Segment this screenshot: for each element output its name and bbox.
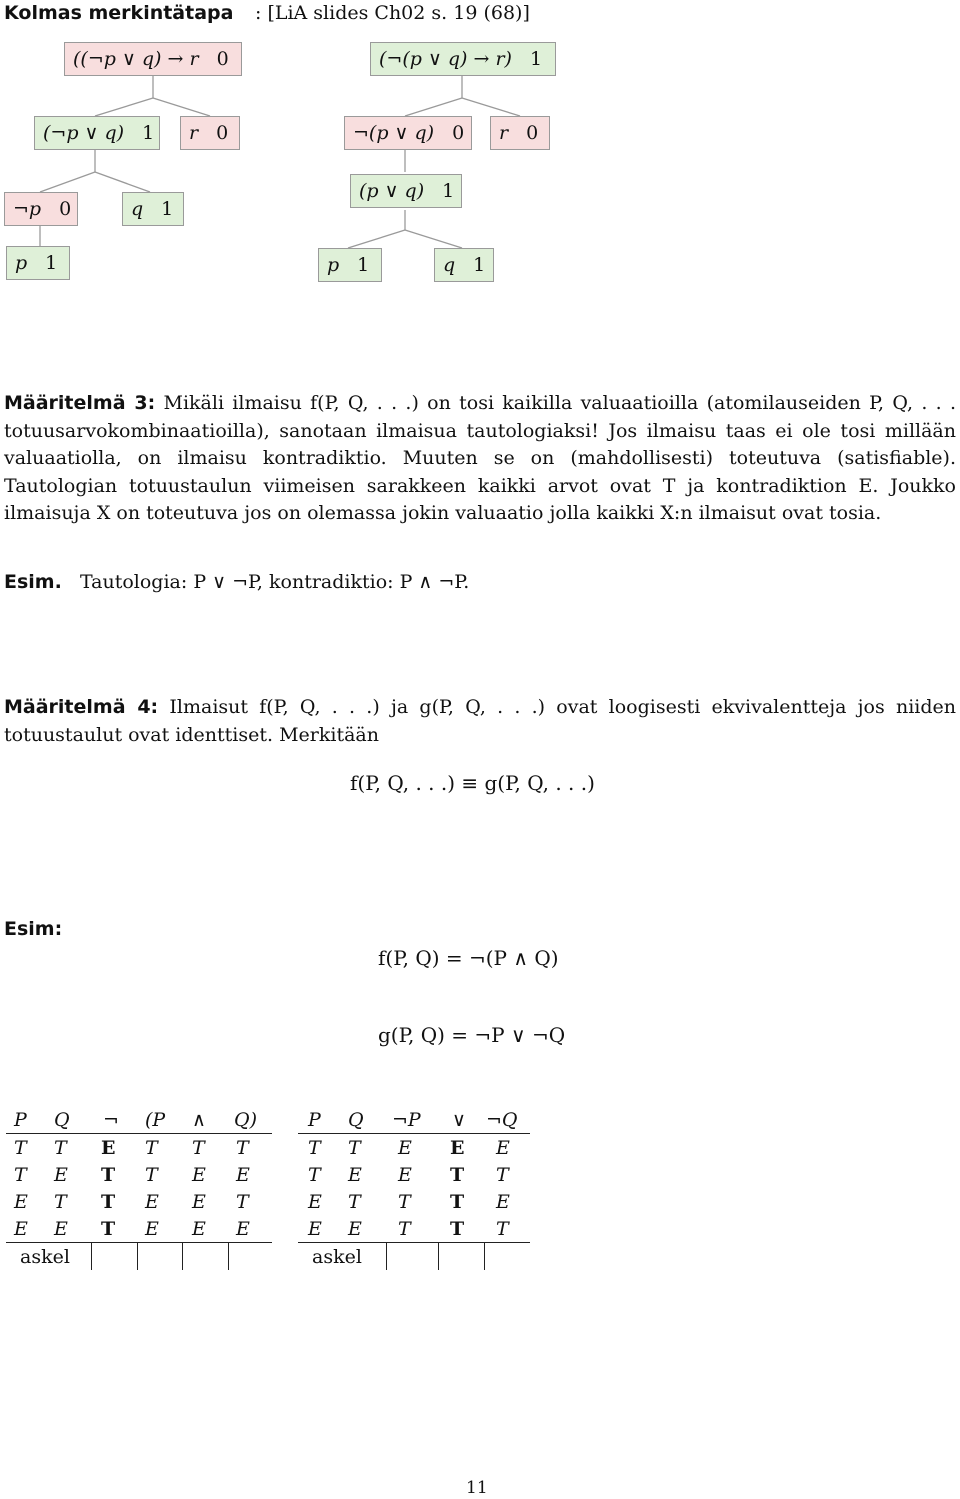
table-cell: T: [54, 1136, 67, 1159]
table-cell: E: [14, 1217, 28, 1240]
tree-node-left-a: [34, 116, 160, 150]
table-footer-row: [6, 1243, 272, 1271]
table-cell: E: [348, 1217, 362, 1240]
table-cell: E: [145, 1190, 159, 1213]
table-row: [298, 1188, 530, 1215]
node-value: 0: [452, 122, 465, 144]
definition-text: Mikäli ilmaisu f(P, Q, . . .) on tosi kaikilla valuaatioilla (atomilauseiden P, Q, . . . totuusarvokombinaatioilla), sanotaan ilmaisua tautologiaksi! Jos ilmaisu taas ei ole tosi millään valuaatiolla, on ilmaisu kontradiktio. Muuten se on (mahdollisesti) toteutuva (satisfiable). Tautologian totuustaulun viimeisen sarakkeen kaikki arvot ovat T ja kontradiktion E. Joukko ilmaisuja X on toteutuva jos on olemassa jokin valuaatio jolla kaikki X:n ilmaisut ovat tosia.: [4, 392, 957, 524]
step-cell: [91, 1243, 137, 1271]
node-value: 1: [142, 122, 155, 144]
table-cell: T: [14, 1136, 27, 1159]
node-expr: ¬p: [13, 198, 42, 220]
table-cell: T: [101, 1217, 116, 1240]
header-cell: (P: [145, 1108, 166, 1131]
table-cell: E: [308, 1190, 322, 1213]
table-row: [6, 1188, 272, 1215]
step-label: askel: [298, 1243, 386, 1271]
header-cell: ∨: [452, 1108, 466, 1131]
tree-node-left-b: [180, 116, 240, 150]
table-cell: T: [496, 1217, 509, 1240]
table-cell: T: [54, 1190, 67, 1213]
node-value: 0: [59, 198, 72, 220]
node-expr: r: [499, 122, 509, 144]
node-expr: r: [189, 122, 199, 144]
table-cell: T: [398, 1217, 411, 1240]
page-title: Kolmas merkintätapa: [4, 2, 234, 24]
node-value: 0: [526, 122, 539, 144]
node-expr: q: [131, 198, 144, 220]
table-cell: T: [101, 1163, 116, 1186]
header-cell: ∧: [192, 1108, 206, 1131]
table-cell: E: [236, 1163, 250, 1186]
table-cell: T: [101, 1190, 116, 1213]
tree-node-right-c: [350, 174, 462, 208]
table-cell: E: [145, 1217, 159, 1240]
node-value: 1: [529, 48, 543, 70]
tree-node-left-e: [6, 246, 70, 280]
header-cell: ¬: [103, 1108, 119, 1131]
header-cell: P: [308, 1108, 321, 1131]
table-cell: T: [496, 1163, 509, 1186]
table-header-row: [6, 1106, 272, 1134]
header-cell: Q): [234, 1108, 257, 1131]
step-cell: [484, 1243, 530, 1271]
node-expr: p: [15, 252, 28, 274]
example-label: Esim.: [4, 571, 62, 593]
definition-label: Määritelmä 3:: [4, 392, 156, 414]
step-cell: [228, 1243, 272, 1271]
table-cell: E: [54, 1217, 68, 1240]
tree-node-left-root: [64, 42, 242, 76]
table-row: [298, 1215, 530, 1243]
example-1: [4, 569, 956, 597]
node-value: 1: [45, 252, 58, 274]
table-cell: T: [192, 1136, 205, 1159]
table-cell: T: [145, 1136, 158, 1159]
node-value: 1: [357, 254, 370, 276]
node-expr: (p ∨ q): [359, 180, 425, 202]
node-expr: q: [443, 254, 456, 276]
tree-node-right-b: [490, 116, 550, 150]
node-value: 1: [442, 180, 455, 202]
header-cell: Q: [348, 1108, 364, 1131]
table-cell: T: [348, 1136, 361, 1159]
node-value: 1: [473, 254, 486, 276]
header-cell: P: [14, 1108, 27, 1131]
step-cell: [438, 1243, 484, 1271]
header-cell: Q: [54, 1108, 70, 1131]
table-cell: T: [450, 1217, 465, 1240]
formula-g: g(P, Q) = ¬P ∨ ¬Q: [378, 1023, 566, 1047]
node-expr: (¬(p ∨ q) → r): [379, 48, 512, 70]
tree-node-right-root: [370, 42, 556, 76]
node-value: 0: [216, 48, 229, 70]
truth-table-1: [6, 1106, 272, 1270]
table-cell: E: [236, 1217, 250, 1240]
formula-f: f(P, Q) = ¬(P ∧ Q): [378, 946, 559, 970]
table-row: [6, 1161, 272, 1188]
node-expr: ¬(p ∨ q): [353, 122, 435, 144]
definition-4: [4, 694, 956, 749]
slide-reference: : [LiA slides Ch02 s. 19 (68)]: [255, 2, 530, 24]
tree-node-left-d: [122, 192, 184, 226]
table-cell: T: [145, 1163, 158, 1186]
table-cell: E: [496, 1136, 510, 1159]
tree-node-right-e: [434, 248, 494, 282]
table-footer-row: [298, 1243, 530, 1271]
step-cell: [182, 1243, 228, 1271]
table-cell: E: [496, 1190, 510, 1213]
table-row: [6, 1215, 272, 1243]
table-cell: E: [192, 1217, 206, 1240]
table-cell: T: [398, 1190, 411, 1213]
table-cell: E: [101, 1136, 116, 1159]
truth-table-2: [298, 1106, 530, 1270]
table-cell: T: [348, 1190, 361, 1213]
table-row: [6, 1134, 272, 1162]
node-expr: ((¬p ∨ q) → r: [73, 48, 199, 70]
table-cell: E: [54, 1163, 68, 1186]
table-cell: T: [450, 1163, 465, 1186]
tree-node-right-a: [344, 116, 472, 150]
table-cell: E: [308, 1217, 322, 1240]
table-cell: E: [348, 1163, 362, 1186]
table-row: [298, 1134, 530, 1162]
step-label: askel: [6, 1243, 91, 1271]
equivalence-formula: f(P, Q, . . .) ≡ g(P, Q, . . .): [350, 771, 595, 795]
definition-3: [4, 390, 956, 528]
header-cell: ¬P: [392, 1108, 421, 1131]
table-cell: T: [236, 1136, 249, 1159]
definition-label: Määritelmä 4:: [4, 696, 159, 718]
table-cell: E: [398, 1136, 412, 1159]
header-cell: ¬Q: [486, 1108, 518, 1131]
table-cell: T: [236, 1190, 249, 1213]
table-header-row: [298, 1106, 530, 1134]
node-value: 1: [161, 198, 174, 220]
definition-text: Ilmaisut f(P, Q, . . .) ja g(P, Q, . . .) ovat loogisesti ekvivalentteja jos niiden totuustaulut ovat identtiset. Merkitään: [4, 696, 957, 746]
table-cell: T: [450, 1190, 465, 1213]
table-cell: T: [308, 1163, 321, 1186]
table-cell: E: [398, 1163, 412, 1186]
node-expr: (¬p ∨ q): [43, 122, 125, 144]
tree-node-left-c: [4, 192, 78, 226]
table-cell: T: [308, 1136, 321, 1159]
table-cell: E: [192, 1163, 206, 1186]
step-cell: [386, 1243, 438, 1271]
page-number: 11: [466, 1478, 488, 1498]
table-row: [298, 1161, 530, 1188]
step-cell: [137, 1243, 182, 1271]
tree-node-right-d: [318, 248, 382, 282]
node-expr: p: [327, 254, 340, 276]
table-cell: E: [14, 1190, 28, 1213]
table-cell: E: [192, 1190, 206, 1213]
example-2-label: Esim:: [4, 918, 63, 940]
node-value: 0: [216, 122, 229, 144]
example-text: Tautologia: P ∨ ¬P, kontradiktio: P ∧ ¬P.: [79, 571, 470, 593]
table-cell: E: [450, 1136, 465, 1159]
table-cell: T: [14, 1163, 27, 1186]
